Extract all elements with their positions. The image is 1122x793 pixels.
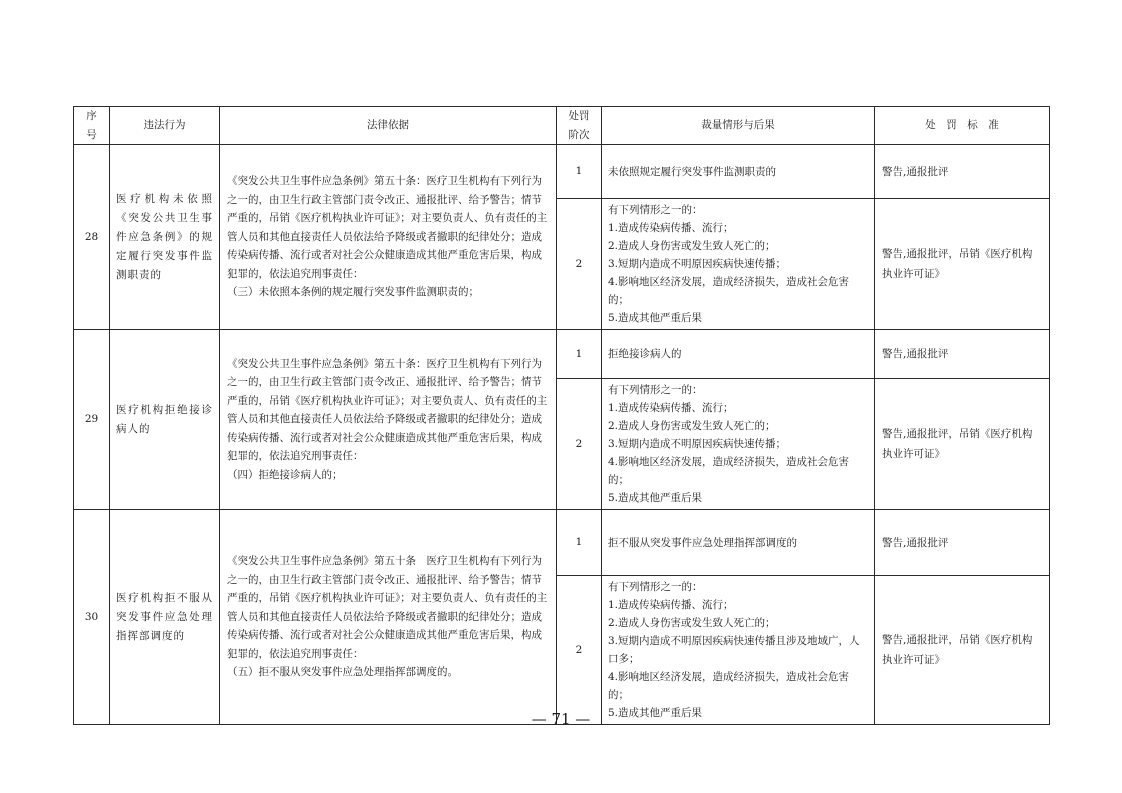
row-no: 29 <box>74 330 110 510</box>
page-number: — 71 — <box>531 710 591 728</box>
row-standard: 警告,通报批评，吊销《医疗机构执业许可证》 <box>875 199 1050 330</box>
row-act: 医疗机构未依照《突发公共卫生事件应急条例》的规定履行突发事件监测职责的 <box>110 145 220 330</box>
row-circumstance: 有下列情形之一的： 1.造成传染病传播、流行； 2.造成人身伤害或发生致人死亡的； 3.短期内造成不明原因疾病快速传播； 4.影响地区经济发展，造成经济损失，造成社会危害的； 5.造成其他严重后果 <box>602 379 875 510</box>
penalty-standards-table <box>73 106 1050 725</box>
table-row <box>74 510 1050 576</box>
header-standard: 处 罚 标 准 <box>875 107 1050 145</box>
row-standard: 警告,通报批评 <box>875 330 1050 379</box>
header-law: 法律依据 <box>220 107 557 145</box>
row-level: 2 <box>557 199 602 330</box>
row-circumstance: 拒不服从突发事件应急处理指挥部调度的 <box>602 510 875 576</box>
row-law: 《突发公共卫生事件应急条例》第五十条 医疗卫生机构有下列行为之一的，由卫生行政主管部门责令改正、通报批评、给予警告；情节严重的，吊销《医疗机构执业许可证》；对主要负责人、负有责任的主管人员和其他直接责任人员依法给予降级或者撤职的纪律处分；造成传染病传播、流行或者对社会公众健康造成其他严重危害后果，构成犯罪的，依法追究刑事责任： （五）拒不服从突发事件应急处理指挥部调度的。 <box>220 510 557 725</box>
row-standard: 警告,通报批评 <box>875 510 1050 576</box>
row-level: 1 <box>557 510 602 576</box>
row-circumstance: 拒绝接诊病人的 <box>602 330 875 379</box>
row-act: 医疗机构拒不服从突发事件应急处理指挥部调度的 <box>110 510 220 725</box>
row-level: 2 <box>557 576 602 725</box>
row-law: 《突发公共卫生事件应急条例》第五十条：医疗卫生机构有下列行为之一的，由卫生行政主管部门责令改正、通报批评、给予警告；情节严重的，吊销《医疗机构执业许可证》；对主要负责人、负有责任的主管人员和其他直接责任人员依法给予降级或者撤职的纪律处分；造成传染病传播、流行或者对社会公众健康造成其他严重危害后果，构成犯罪的，依法追究刑事责任： （四）拒绝接诊病人的； <box>220 330 557 510</box>
row-circumstance: 未依照规定履行突发事件监测职责的 <box>602 145 875 199</box>
row-level: 1 <box>557 330 602 379</box>
row-circumstance: 有下列情形之一的： 1.造成传染病传播、流行； 2.造成人身伤害或发生致人死亡的； 3.短期内造成不明原因疾病快速传播； 4.影响地区经济发展，造成经济损失，造成社会危害的； 5.造成其他严重后果 <box>602 199 875 330</box>
header-level: 处罚 阶次 <box>557 107 602 145</box>
row-no: 30 <box>74 510 110 725</box>
row-level: 2 <box>557 379 602 510</box>
row-standard: 警告,通报批评，吊销《医疗机构执业许可证》 <box>875 576 1050 725</box>
table-header-row <box>74 107 1050 145</box>
row-level: 1 <box>557 145 602 199</box>
table-row <box>74 145 1050 199</box>
row-standard: 警告,通报批评，吊销《医疗机构执业许可证》 <box>875 379 1050 510</box>
row-standard: 警告,通报批评 <box>875 145 1050 199</box>
row-law: 《突发公共卫生事件应急条例》第五十条：医疗卫生机构有下列行为之一的，由卫生行政主管部门责令改正、通报批评、给予警告；情节严重的，吊销《医疗机构执业许可证》；对主要负责人、负有责任的主管人员和其他直接责任人员依法给予降级或者撤职的纪律处分；造成传染病传播、流行或者对社会公众健康造成其他严重危害后果，构成犯罪的，依法追究刑事责任： （三）未依照本条例的规定履行突发事件监测职责的； <box>220 145 557 330</box>
row-no: 28 <box>74 145 110 330</box>
row-circumstance: 有下列情形之一的： 1.造成传染病传播、流行； 2.造成人身伤害或发生致人死亡的； 3.短期内造成不明原因疾病快速传播且涉及地域广，人口多； 4.影响地区经济发展，造成经济损失，造成社会危害的； 5.造成其他严重后果 <box>602 576 875 725</box>
table-row <box>74 330 1050 379</box>
header-no: 序 号 <box>74 107 110 145</box>
header-act: 违法行为 <box>110 107 220 145</box>
header-circumstance: 裁量情形与后果 <box>602 107 875 145</box>
row-act: 医疗机构拒绝接诊病人的 <box>110 330 220 510</box>
